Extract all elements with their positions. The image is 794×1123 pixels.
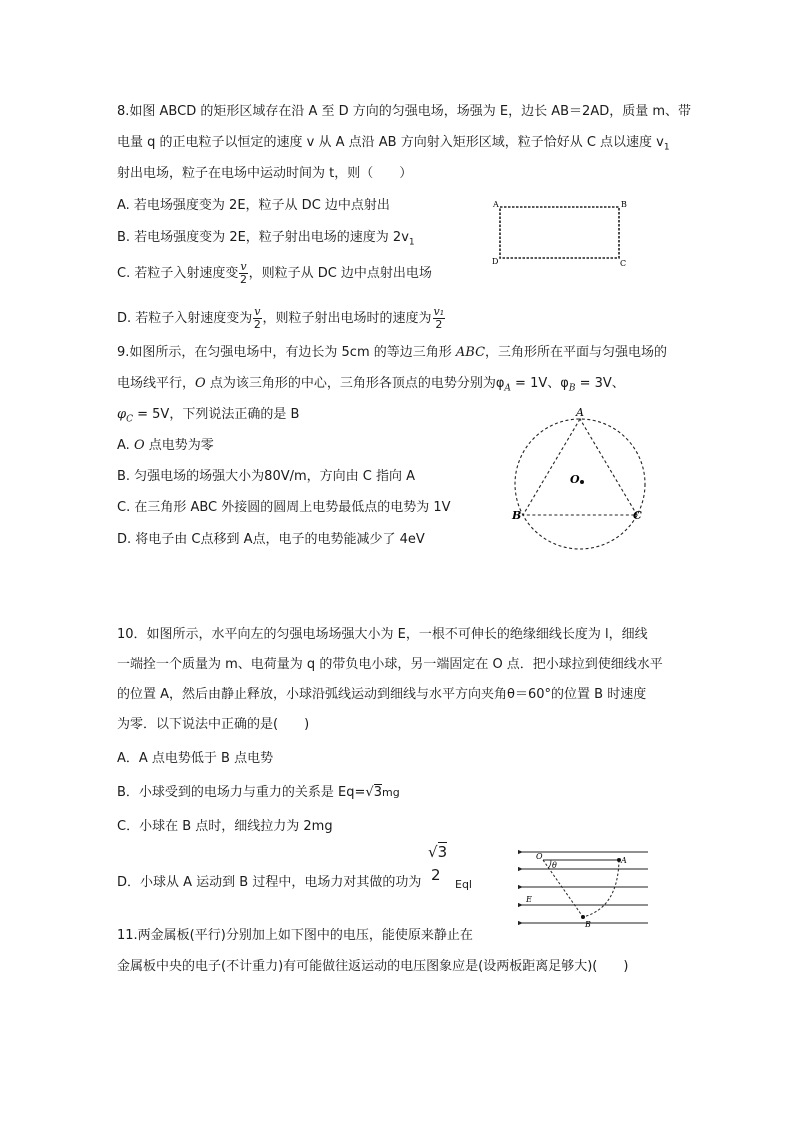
- sqrt-symbol: √3: [365, 785, 382, 800]
- label-b: B: [621, 200, 627, 209]
- label-o: O: [536, 852, 543, 861]
- fraction-v1-over-2: $\frac{\text{v₁}}{2}$: [433, 305, 445, 331]
- label-e: E: [526, 895, 532, 904]
- q11-line-2: 金属板中央的电子(不计重力)有可能做往返运动的电压图象应是(设两板距离足够大)( ): [117, 959, 629, 974]
- label-a: A: [621, 856, 627, 865]
- q9-option-b: B. 匀强电场的场强大小为80V/m，方向由 C 指向 A: [117, 469, 416, 484]
- q8-option-a: A. 若电场强度变为 2E，粒子从 DC 边中点射出: [117, 198, 390, 213]
- q10-field-lines-figure: [518, 846, 653, 934]
- q8-rectangle-figure: [488, 196, 633, 268]
- label-o: O: [570, 473, 580, 486]
- q8-line-3: 射出电场，粒子在电场中运动时间为 t，则（ ）: [117, 166, 413, 181]
- fraction-v-over-2: $\frac{v}{2}$: [239, 260, 247, 286]
- q8-line-1: 8.如图 ABCD 的矩形区域存在沿 A 至 D 方向的匀强电场，场强为 E，边长 AB＝2AD，质量 m、带: [117, 104, 692, 119]
- q8-option-b: B. 若电场强度变为 2E，粒子射出电场的速度为 $2v_1$: [117, 230, 415, 248]
- label-c: C: [620, 259, 627, 268]
- q10-line-4: 为零．以下说法中正确的是( ): [117, 717, 310, 732]
- q9-triangle-circle-figure: [505, 404, 660, 559]
- q10-line-2: 一端拴一个质量为 m、电荷量为 q 的带负电小球，另一端固定在 O 点．把小球拉到使细线水平: [117, 657, 663, 672]
- q10-option-a: A．A 点电势低于 B 点电势: [117, 751, 274, 766]
- q9-option-d: D. 将电子由 C点移到 A点，电子的电势能减少了 4eV: [117, 532, 425, 547]
- fraction-v-over-2: $\frac{v}{2}$: [253, 305, 261, 331]
- label-b: B: [585, 920, 591, 929]
- label-c: C: [633, 509, 642, 522]
- q8-line-2: 电量 q 的正电粒子以恒定的速度 v 从 A 点沿 AB 方向射入矩形区域，粒子恰好从 C 点以速度 $v_1$: [117, 135, 670, 153]
- label-a: A: [576, 406, 584, 419]
- q8-option-c: C. 若粒子入射速度变 $\frac{v}{2}$ ，则粒子从 DC 边中点射出电场: [117, 260, 432, 286]
- label-a: A: [493, 200, 499, 209]
- q9-line-1: 9.如图所示，在匀强电场中，有边长为 5cm 的等边三角形 ABC，三角形所在平面与匀强电场的: [117, 345, 668, 360]
- label-theta: θ: [552, 861, 557, 870]
- q10-option-b: B．小球受到的电场力与重力的关系是 Eq=√3mg: [117, 785, 400, 800]
- label-d: D: [492, 257, 499, 266]
- q10-option-c: C．小球在 B 点时，细线拉力为 2mg: [117, 819, 333, 834]
- q10-option-d-fraction-numerator: √3: [428, 843, 448, 861]
- q8-option-d: D. 若粒子入射速度变为 $\frac{v}{2}$ ，则粒子射出电场时的速度为 $\frac{\text{v₁}}{2}$: [117, 305, 445, 331]
- q9-line-2: 电场线平行，O 点为该三角形的中心，三角形各顶点的电势分别为$\varphi_A = 1V$、$\varphi_B = 3V$、: [117, 376, 625, 394]
- q11-line-1: 11.两金属板(平行)分别加上如下图中的电压，能使原来静止在: [117, 928, 473, 943]
- q10-line-1: 10．如图所示，水平向左的匀强电场场强大小为 E，一根不可伸长的绝缘细线长度为 l，细线: [117, 627, 648, 642]
- q10-option-d: D．小球从 A 运动到 B 过程中，电场力对其做的功为: [117, 875, 422, 890]
- q10-line-3: 的位置 A，然后由静止释放，小球沿弧线运动到细线与水平方向夹角θ＝60°的位置 B 时速度: [117, 687, 647, 702]
- q9-line-3: $\varphi_C = 5V$，下列说法正确的是 B: [117, 407, 300, 425]
- label-b: B: [512, 509, 522, 522]
- q10-option-d-fraction-denominator: 2: [431, 866, 441, 884]
- q9-option-c: C. 在三角形 ABC 外接圆的圆周上电势最低点的电势为 1V: [117, 500, 451, 515]
- q10-option-d-eql: Eql: [455, 878, 472, 891]
- q9-option-a: A. O 点电势为零: [117, 438, 214, 453]
